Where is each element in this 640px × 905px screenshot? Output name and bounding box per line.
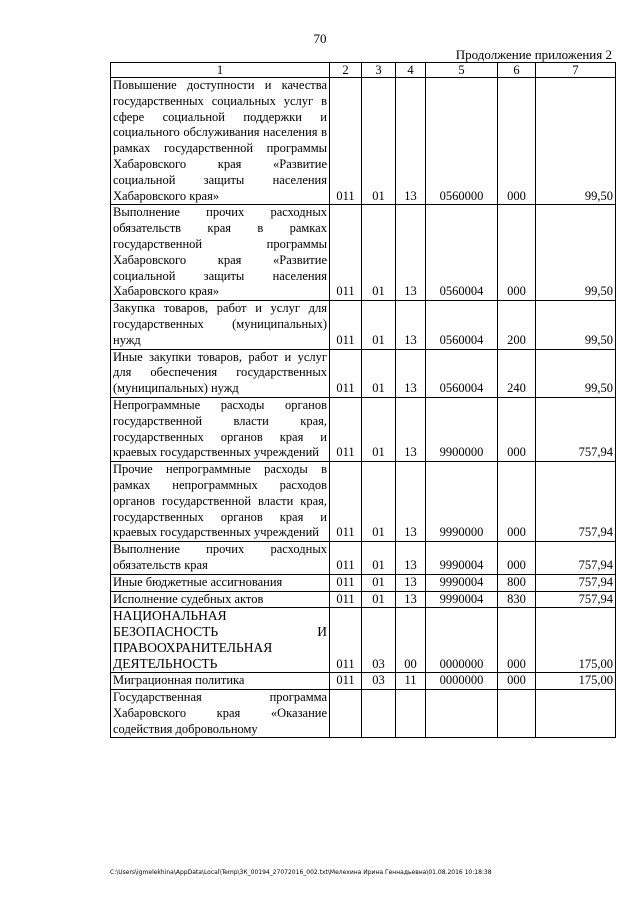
row-amount: 175,00 <box>536 608 616 673</box>
row-code-expense-type: 000 <box>498 397 536 461</box>
row-code-expense-type: 830 <box>498 591 536 608</box>
row-code-expense-type: 800 <box>498 574 536 591</box>
row-name: Повышение доступности и качества государственных социальных услуг в сфере социальной поддержки и социального обслуживания населения в рамках государственной программы Хабаровского края «Развитие социальной защиты населения Хабаровского края» <box>111 78 330 205</box>
row-name: Иные закупки товаров, работ и услуг для обеспечения государственных (муниципальных) нужд <box>111 349 330 397</box>
row-code-ministry: 011 <box>330 78 362 205</box>
table-row <box>111 690 616 738</box>
page-number: 70 <box>313 31 327 46</box>
table-row <box>111 397 616 461</box>
row-code-section: 01 <box>362 349 396 397</box>
row-name: Государственная программа Хабаровского края «Оказание содействия добровольному <box>111 690 330 738</box>
row-code-subsection: 13 <box>396 591 426 608</box>
row-code-target: 9990004 <box>426 574 498 591</box>
row-code-subsection: 13 <box>396 462 426 542</box>
row-code-subsection: 13 <box>396 301 426 349</box>
row-amount <box>536 690 616 738</box>
table-row <box>111 574 616 591</box>
row-code-subsection: 13 <box>396 574 426 591</box>
row-code-expense-type: 000 <box>498 78 536 205</box>
header-col-1: 1 <box>111 63 330 78</box>
row-code-section: 01 <box>362 205 396 301</box>
footer-file-path: C:\Users\igmelekhina\AppData\Local\Temp\ЗК_00194_27072016_002.txt\Мелехина Ирина Геннадьевна\01.08.2016 10:18:38 <box>110 869 492 876</box>
table-row <box>111 205 616 301</box>
row-amount: 757,94 <box>536 462 616 542</box>
row-code-section: 03 <box>362 673 396 690</box>
row-code-ministry: 011 <box>330 673 362 690</box>
row-code-section: 01 <box>362 462 396 542</box>
row-name: Прочие непрограммные расходы в рамках непрограммных расходов органов государственной власти края, государственных органов края и краевых государственных учреждений <box>111 462 330 542</box>
row-name: Выполнение прочих расходных обязательств края в рамках государственной программы Хабаровского края «Развитие социальной защиты населения Хабаровского края» <box>111 205 330 301</box>
row-code-expense-type <box>498 690 536 738</box>
row-code-expense-type: 240 <box>498 349 536 397</box>
header-col-6: 6 <box>498 63 536 78</box>
row-code-target: 0560004 <box>426 301 498 349</box>
row-code-subsection: 13 <box>396 349 426 397</box>
row-code-subsection: 13 <box>396 78 426 205</box>
table-row <box>111 78 616 205</box>
row-code-ministry: 011 <box>330 608 362 673</box>
row-name: Миграционная политика <box>111 673 330 690</box>
row-code-ministry: 011 <box>330 349 362 397</box>
row-name: Исполнение судебных актов <box>111 591 330 608</box>
row-code-expense-type: 200 <box>498 301 536 349</box>
row-code-subsection: 13 <box>396 205 426 301</box>
row-code-expense-type: 000 <box>498 542 536 575</box>
row-amount: 99,50 <box>536 301 616 349</box>
row-code-subsection: 13 <box>396 397 426 461</box>
row-code-section <box>362 690 396 738</box>
row-code-section: 01 <box>362 78 396 205</box>
row-code-target: 9990004 <box>426 591 498 608</box>
row-amount: 99,50 <box>536 78 616 205</box>
row-code-section: 01 <box>362 591 396 608</box>
row-code-ministry: 011 <box>330 591 362 608</box>
row-code-ministry: 011 <box>330 462 362 542</box>
row-code-expense-type: 000 <box>498 608 536 673</box>
row-amount: 757,94 <box>536 591 616 608</box>
table-row <box>111 462 616 542</box>
row-code-target: 0560000 <box>426 78 498 205</box>
row-code-target: 0560004 <box>426 205 498 301</box>
row-amount: 175,00 <box>536 673 616 690</box>
table-row <box>111 608 616 673</box>
header-col-7: 7 <box>536 63 616 78</box>
row-code-subsection <box>396 690 426 738</box>
row-code-section: 01 <box>362 397 396 461</box>
continuation-label: Продолжение приложения 2 <box>455 47 612 62</box>
row-amount: 757,94 <box>536 542 616 575</box>
table-row <box>111 673 616 690</box>
row-name: НАЦИОНАЛЬНАЯ БЕЗОПАСНОСТЬ И ПРАВООХРАНИТЕЛЬНАЯ ДЕЯТЕЛЬНОСТЬ <box>111 608 330 673</box>
header-col-4: 4 <box>396 63 426 78</box>
row-amount: 757,94 <box>536 397 616 461</box>
row-amount: 757,94 <box>536 574 616 591</box>
row-code-ministry <box>330 690 362 738</box>
row-code-expense-type: 000 <box>498 205 536 301</box>
row-code-target: 9990000 <box>426 462 498 542</box>
row-code-subsection: 11 <box>396 673 426 690</box>
table-row <box>111 349 616 397</box>
row-code-section: 01 <box>362 574 396 591</box>
row-code-target: 0560004 <box>426 349 498 397</box>
row-code-target: 0000000 <box>426 673 498 690</box>
table-header-row <box>111 63 616 78</box>
row-code-ministry: 011 <box>330 574 362 591</box>
row-code-expense-type: 000 <box>498 462 536 542</box>
budget-table <box>110 62 616 738</box>
row-code-section: 03 <box>362 608 396 673</box>
row-name: Иные бюджетные ассигнования <box>111 574 330 591</box>
row-amount: 99,50 <box>536 349 616 397</box>
row-code-ministry: 011 <box>330 397 362 461</box>
row-code-target: 0000000 <box>426 608 498 673</box>
table-row <box>111 591 616 608</box>
row-code-section: 01 <box>362 542 396 575</box>
row-code-ministry: 011 <box>330 301 362 349</box>
row-code-ministry: 011 <box>330 205 362 301</box>
row-name: Закупка товаров, работ и услуг для государственных (муниципальных) нужд <box>111 301 330 349</box>
table-row <box>111 542 616 575</box>
row-code-target: 9990004 <box>426 542 498 575</box>
header-col-3: 3 <box>362 63 396 78</box>
row-code-subsection: 13 <box>396 542 426 575</box>
row-name: Непрограммные расходы органов государственной власти края, государственных органов края и краевых государственных учреждений <box>111 397 330 461</box>
row-code-ministry: 011 <box>330 542 362 575</box>
header-col-5: 5 <box>426 63 498 78</box>
table-row <box>111 301 616 349</box>
row-amount: 99,50 <box>536 205 616 301</box>
row-code-subsection: 00 <box>396 608 426 673</box>
row-code-expense-type: 000 <box>498 673 536 690</box>
header-col-2: 2 <box>330 63 362 78</box>
row-code-section: 01 <box>362 301 396 349</box>
row-code-target: 9900000 <box>426 397 498 461</box>
row-code-target <box>426 690 498 738</box>
row-name: Выполнение прочих расходных обязательств края <box>111 542 330 575</box>
